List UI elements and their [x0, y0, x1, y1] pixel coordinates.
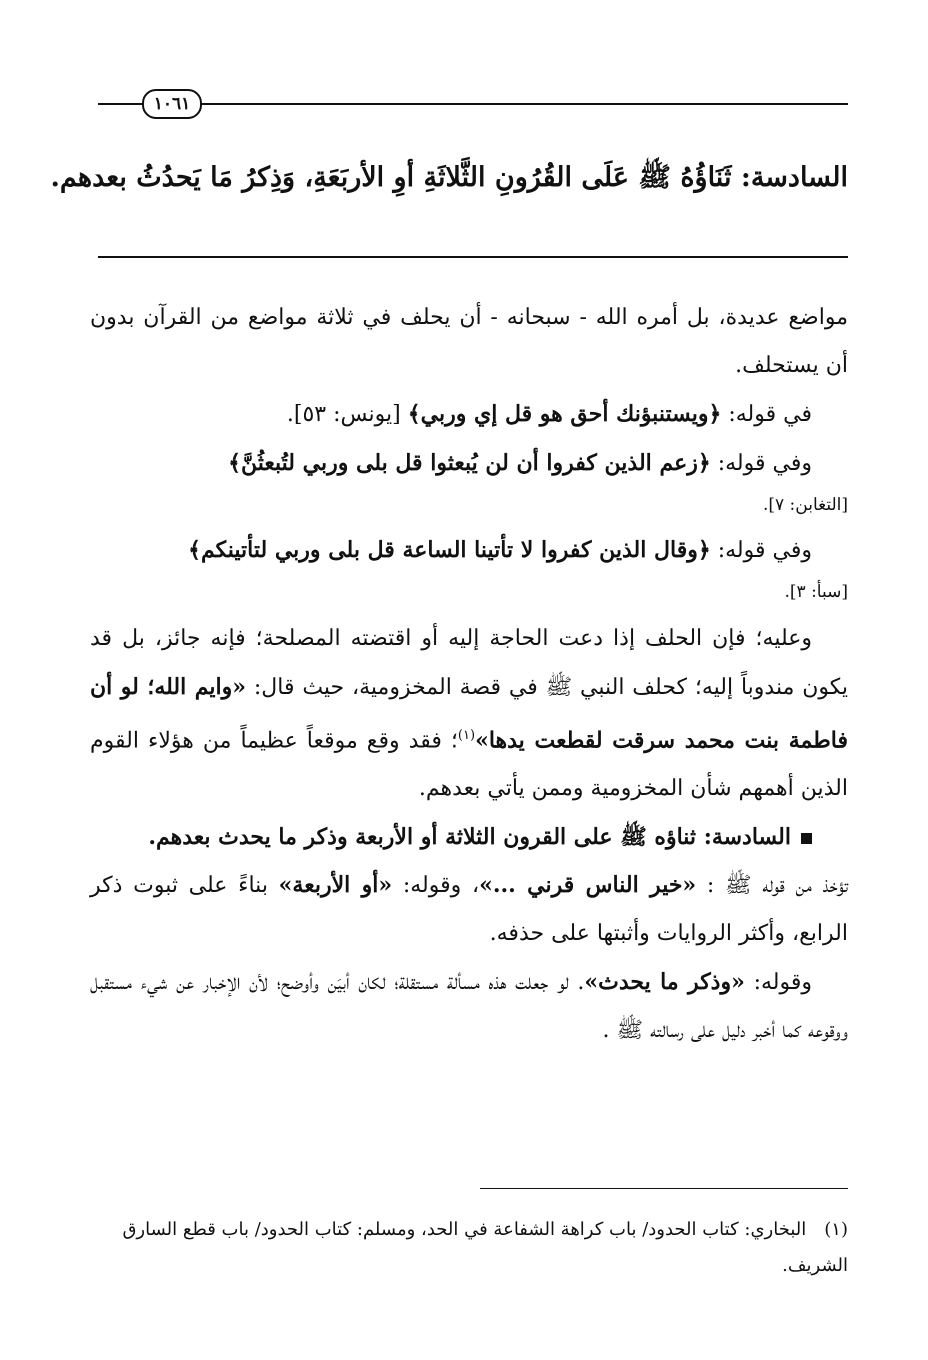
quran-quote-1: [90, 390, 848, 439]
body-text: [90, 294, 848, 1055]
paragraph-3: [90, 861, 848, 958]
paragraph-text: وعليه؛ فإن الحلف إذا دعت الحاجة إليه أو اقتضته المصلحة؛ فإنه جائز، بل قد يكون مندوباً إليه؛ كحلف النبي ﷺ في قصة المخزومية، حيث قال:: [90, 626, 849, 700]
paragraph-text: بناءً على ثبوت ذكر الرابع، وأكثر الروايات وأثبتها على حذفه.: [90, 873, 848, 947]
header-rule-left: [98, 103, 142, 105]
quote-lead: في قوله:: [721, 402, 812, 427]
subsection-heading: [90, 813, 848, 861]
verse-reference: [التغابن: ٧].: [762, 495, 848, 515]
hadith-quote: «وايم الله؛ لو أن فاطمة بنت محمد سرقت لقطعت يدها»: [90, 674, 849, 754]
hadith-quote: «وذكر ما يحدث»: [584, 969, 745, 996]
paragraph-text: تؤخذ من قوله ﷺ :: [696, 873, 848, 899]
footnote-text: البخاري: كتاب الحدود/ باب كراهة الشفاعة في الحد، ومسلم: كتاب الحدود/ باب قطع السارق الشريف.: [122, 1219, 848, 1276]
footnote-number: (١): [824, 1219, 848, 1240]
quran-verse: ﴿ويستنبؤنك أحق هو قل إي وربي﴾: [407, 401, 722, 427]
paragraph-text: ، وقوله:: [392, 873, 480, 899]
hadith-quote: «أو الأربعة»: [278, 872, 393, 899]
verse-reference: [يونس: ٥٣].: [286, 402, 408, 427]
title-rule: [98, 256, 848, 258]
quran-quote-2: [90, 439, 848, 488]
section-title: السادسة: ثَنَاؤُهُ ﷺ عَلَى القُرُونِ الثَّلاثَةِ أوِ الأربَعَةِ، وَذِكرُ مَا يَحدُثُ بعدهم.: [50, 162, 848, 193]
page-number: ١٠٦١: [142, 89, 202, 119]
paragraph-text: ؛ فقد وقع موقعاً عظيماً من هؤلاء القوم الذين أهمهم شأن المخزومية وممن يأتي بعدهم.: [90, 728, 848, 802]
paragraph-1: مواضع عديدة، بل أمره الله - سبحانه - أن يحلف في ثلاثة مواضع من القرآن بدون أن يستحلف.: [90, 305, 848, 378]
quran-quote-3: [90, 526, 848, 575]
header-rule: [198, 103, 848, 105]
footnote-marker[interactable]: (١): [457, 728, 476, 743]
paragraph-4: [90, 958, 848, 1055]
square-bullet-icon: [801, 833, 812, 844]
quote-lead: وفي قوله:: [710, 451, 812, 476]
verse-reference: [سبأ: ٣].: [784, 582, 848, 602]
quote-lead: وفي قوله:: [710, 538, 812, 563]
quran-verse: ﴿زعم الذين كفروا أن لن يُبعثوا قل بلى وربي لتُبعثُنَّ﴾: [228, 450, 711, 476]
footnote-rule: [480, 1188, 848, 1189]
hadith-quote: «خير الناس قرني ...»: [479, 872, 697, 899]
quran-verse: ﴿وقال الذين كفروا لا تأتينا الساعة قل بلى وربي لتأتينكم﴾: [188, 537, 711, 563]
heading-text: السادسة: ثناؤه ﷺ على القرون الثلاثة أو الأربعة وذكر ما يحدث بعدهم.: [148, 824, 791, 851]
paragraph-2: [90, 615, 848, 813]
footnote-line: [90, 1212, 848, 1284]
footnote: [90, 1212, 848, 1284]
paragraph-text: . لو جعلت هذه مسألة مستقلة؛ لكان أبيَن وأوضح؛ لأن الإخبار عن شيء مستقبل ووقوعه كما أخبر دليل على رسالته ﷺ .: [90, 970, 848, 1044]
paragraph-text: وقوله:: [744, 970, 812, 996]
